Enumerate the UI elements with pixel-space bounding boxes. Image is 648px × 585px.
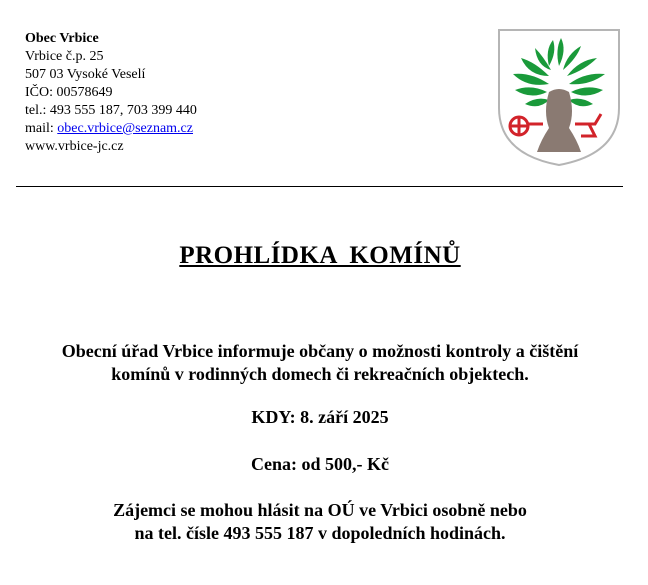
notice-date: KDY: 8. září 2025	[251, 407, 389, 427]
mail-label: mail:	[25, 121, 58, 136]
letterhead	[25, 30, 197, 156]
phone-line: tel.: 493 555 187, 703 399 440	[25, 103, 197, 118]
notice-title: PROHLÍDKA KOMÍNŮ	[179, 242, 461, 269]
website-line: www.vrbice-jc.cz	[25, 139, 124, 154]
address-line-2: 507 03 Vysoké Veselí	[25, 67, 146, 82]
org-name: Obec Vrbice	[25, 31, 99, 46]
notice-contact	[0, 499, 640, 545]
intro-line-2: komínů v rodinných domech či rekreačních objektech.	[111, 364, 529, 384]
coat-of-arms-icon	[497, 28, 621, 167]
intro-line-1: Obecní úřad Vrbice informuje občany o možnosti kontroly a čištění	[61, 341, 579, 361]
contact-line-2: na tel. čísle 493 555 187 v dopoledních hodinách.	[134, 523, 506, 543]
address-line-1: Vrbice č.p. 25	[25, 49, 104, 64]
notice-price: Cena: od 500,- Kč	[251, 454, 389, 474]
email-link[interactable]: obec.vrbice@seznam.cz	[57, 121, 193, 136]
mail-line	[25, 120, 197, 138]
ico-line: IČO: 00578649	[25, 85, 113, 100]
header-divider	[16, 186, 623, 187]
notice-intro	[0, 340, 640, 386]
contact-line-1: Zájemci se mohou hlásit na OÚ ve Vrbici osobně nebo	[113, 500, 527, 520]
